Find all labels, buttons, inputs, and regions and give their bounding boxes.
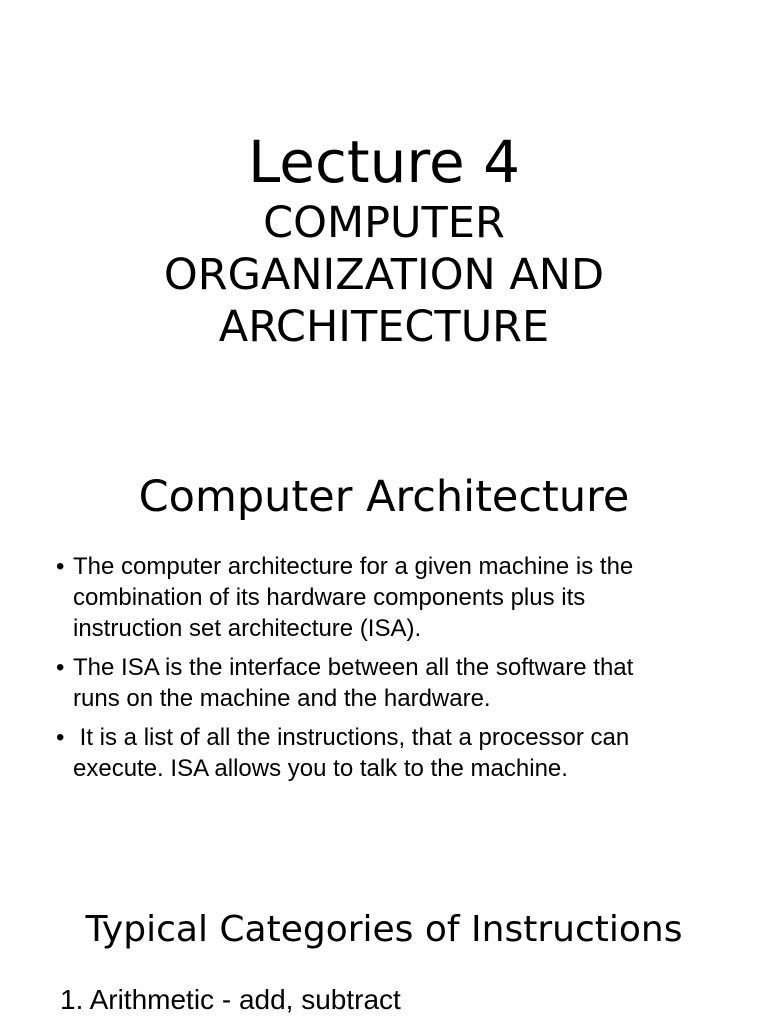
bullet-list [56,551,716,792]
numbered-list-item: 1. Arithmetic - add, subtract [60,984,401,1015]
course-title-line: COMPUTER [263,198,505,248]
bullet-icon: • [56,654,65,681]
bullet-line: It is a list of all the instructions, that a processor can [73,724,630,751]
bullet-line: execute. ISA allows you to talk to the machine. [73,755,568,782]
bullet-item [56,652,716,714]
section-heading-computer-architecture: Computer Architecture [138,472,630,522]
course-title-line: ARCHITECTURE [218,302,550,352]
bullet-icon: • [56,724,65,751]
section-heading-instruction-categories: Typical Categories of Instructions [85,909,683,950]
bullet-icon: • [56,553,65,580]
bullet-line: The ISA is the interface between all the software that [73,654,634,681]
bullet-line: instruction set architecture (ISA). [73,615,422,642]
bullet-line: The computer architecture for a given machine is the [73,553,634,580]
bullet-item [56,722,716,784]
lecture-title: Lecture 4 [248,128,520,196]
bullet-item [56,551,716,644]
bullet-line: combination of its hardware components plus its [73,584,586,611]
bullet-line: runs on the machine and the hardware. [73,685,491,712]
course-title-line: ORGANIZATION AND [163,250,605,300]
course-title [0,197,768,353]
